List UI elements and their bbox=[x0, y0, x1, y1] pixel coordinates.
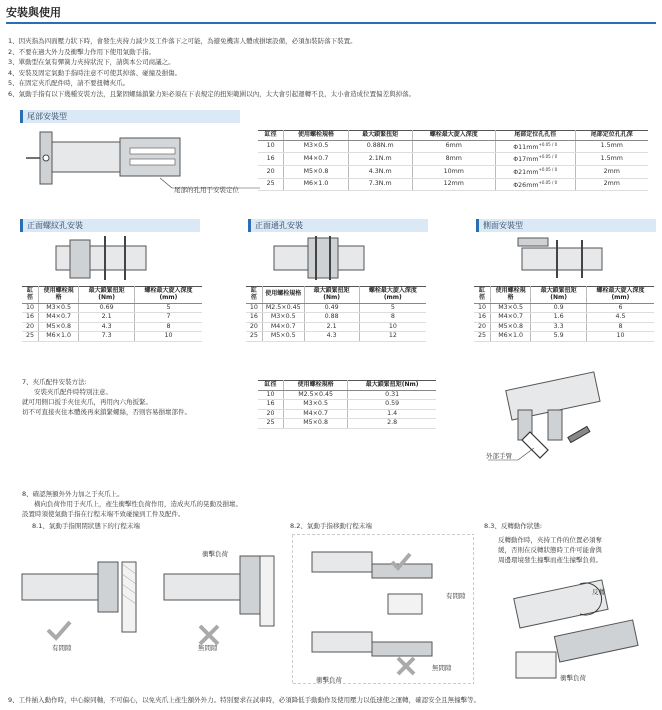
table-header: 尾部定位孔孔徑 bbox=[495, 131, 575, 141]
reverse-label: 反轉 bbox=[592, 588, 605, 596]
table-row: 16 M4×0.7 2.1N.m 8mm $\Phi 17mm^{+0.05 / 0}$ 1.5mm bbox=[258, 153, 648, 166]
tail-mount-callout: 尾部的孔用于安裝定位 bbox=[174, 186, 239, 194]
jaw-install-table bbox=[258, 380, 436, 429]
table-header: 螺栓最大旋入深度 bbox=[412, 131, 495, 141]
note-item: 安裝夾爪配件時特別注意。 bbox=[34, 388, 112, 397]
note-item: 7、夾爪配件安裝方法: bbox=[22, 378, 87, 386]
table-header: 缸徑 bbox=[246, 287, 262, 304]
table-header: 最大鎖緊扭矩(Nm) bbox=[348, 381, 436, 391]
front-thread-table bbox=[22, 286, 202, 342]
impact-label: 衝擊負荷 bbox=[202, 550, 228, 558]
table-row: 10 M3×0.5 0.69 5 bbox=[22, 303, 202, 313]
table-header: 螺栓最大旋入深度(mm) bbox=[359, 287, 426, 304]
table-row: 16 M3×0.5 0.88 8 bbox=[246, 313, 426, 323]
table-header: 使用螺栓規格 bbox=[38, 287, 78, 304]
no-gap-label-2: 無間隙 bbox=[432, 664, 452, 672]
table-header: 最大鎖緊扭矩(Nm) bbox=[531, 287, 587, 304]
note-item: 3、單動型在氣有彈簧力夾持狀況下，請與本公司商議之。 bbox=[8, 58, 175, 67]
table-header: 最大鎖緊扭矩(Nm) bbox=[304, 287, 359, 304]
table-row: 16 M4×0.7 2.1 7 bbox=[22, 313, 202, 323]
no-gap-label: 無間隙 bbox=[198, 644, 218, 652]
note-item: 8、確認無額外外力加之于夾爪上。 bbox=[22, 490, 124, 498]
note9-text: 9、工件插入動作時，中心線同軸，不可偏心，以免夾爪上產生額外外力。特別要求在試車時，必須降低手動動作及使用壓力以低速使之運轉，確認安全且無撞擊等。 bbox=[8, 696, 481, 704]
tail-mount-table bbox=[258, 130, 648, 191]
table-row: 16 M3×0.5 0.59 bbox=[258, 400, 436, 410]
reverse-illustration bbox=[496, 570, 656, 686]
table-row: 10 M2.5×0.45 0.49 5 bbox=[246, 303, 426, 313]
note-item: 6、氣動手指有以下幾種安裝方法，且緊固螺絲鎖緊力矩必須在下表規定的扭矩範圍以內，太大會引起運轉不良，太小會造成位置偏差與掉落。 bbox=[8, 89, 416, 98]
note-item: 周邊環境發生撞擊而產生撞擊負荷。 bbox=[498, 556, 602, 565]
note-item: 2、不要在過大外力及衝擊力作用下使用氣動手指。 bbox=[8, 47, 156, 56]
sub-heading-8-3: 8.3、反轉動作狀態: bbox=[484, 522, 543, 530]
table-header: 螺栓最大旋入深度(mm) bbox=[586, 287, 654, 304]
side-mount-table bbox=[474, 286, 654, 342]
table-header: 使用螺栓規格 bbox=[283, 381, 347, 391]
table-header: 使用螺栓規格 bbox=[284, 131, 348, 141]
note-item: 橫向負荷作用于夾爪上，產生衝擊性負荷作用，造成夾爪的晃動及損壞。 bbox=[34, 500, 242, 509]
table-row: 10 M3×0.5 0.9 6 bbox=[474, 303, 654, 313]
table-header: 最大鎖緊扭矩 bbox=[348, 131, 412, 141]
table-row: 10 M3×0.5 0.88N.m 6mm $\Phi 11mm^{+0.05 / 0}$ 1.5mm bbox=[258, 140, 648, 153]
note-item: 1、因夾指為四面壓力狀下時，會發生夾持力減少及工件落下之可能，為避免機害人體或損壞設備，必須加裝防落下裝置。 bbox=[8, 37, 357, 45]
impact-label-2: 衝擊負荷 bbox=[316, 676, 342, 684]
impact-label-3: 衝擊負荷 bbox=[560, 674, 586, 682]
table-header: 使用螺栓規格 bbox=[490, 287, 530, 304]
note-item: 就可用側口扳手夾住夾爪，再用內六角扳緊。 bbox=[22, 398, 152, 407]
note-item: 設置時須使氣動手指在行程末端不致碰撞到工件及配件。 bbox=[22, 510, 185, 519]
moving-stroke-diagram bbox=[292, 534, 474, 684]
table-header: 缸徑 bbox=[474, 287, 490, 304]
table-header: 缸徑 bbox=[258, 131, 284, 141]
usage-notes bbox=[8, 37, 648, 100]
stroke-end-diagram bbox=[18, 534, 276, 658]
jaw-install-text bbox=[22, 378, 242, 417]
note-item: 反轉動作時，夾持工件的位置必須奪 bbox=[498, 536, 602, 544]
table-row: 20 M5×0.8 3.3 8 bbox=[474, 322, 654, 332]
note-item: 緩，否則在反轉狀態時工件可能會與 bbox=[498, 546, 602, 555]
sub-heading-8-1: 8.1、氣動手指開閉狀態下的行程末端 bbox=[32, 522, 140, 530]
section-side-mount: 側面安裝型 bbox=[476, 219, 656, 232]
note-item: 4、安裝及固定氣動手指時注意不可使其掉落、碰撞及損傷。 bbox=[8, 68, 182, 77]
section-front-through: 正面通孔安裝 bbox=[248, 219, 428, 232]
table-header: 最大鎖緊扭矩(Nm) bbox=[79, 287, 135, 304]
table-header: 缸徑 bbox=[258, 381, 283, 391]
front-through-table bbox=[246, 286, 426, 342]
table-header: 缸徑 bbox=[22, 287, 38, 304]
table-row: 20 M4×0.7 1.4 bbox=[258, 409, 436, 419]
gap-label-2: 有間隙 bbox=[446, 592, 466, 600]
table-row: 25 M6×1.0 7.3N.m 12mm $\Phi 26mm^{+0.05 / 0}$ 2mm bbox=[258, 178, 648, 191]
gap-label: 有間隙 bbox=[52, 644, 72, 652]
reverse-text bbox=[498, 536, 658, 564]
side-mount-illustration bbox=[512, 236, 622, 282]
page-title: 安裝與使用 bbox=[6, 6, 61, 19]
table-row: 25 M5×0.8 2.8 bbox=[258, 419, 436, 429]
table-row: 25 M6×1.0 5.9 10 bbox=[474, 332, 654, 342]
table-row: 20 M5×0.8 4.3 8 bbox=[22, 322, 202, 332]
table-header: 尾部定位孔孔深 bbox=[575, 131, 648, 141]
table-row: 10 M2.5×0.45 0.31 bbox=[258, 390, 436, 400]
front-through-illustration bbox=[268, 236, 378, 282]
note-item: 5、在固定夾爪配件時，請不要扭轉夾爪。 bbox=[8, 79, 130, 88]
table-row: 20 M4×0.7 2.1 10 bbox=[246, 322, 426, 332]
table-header: 螺栓最大旋入深度(mm) bbox=[134, 287, 202, 304]
wrench-label: 外部手臂 bbox=[486, 452, 512, 460]
section-tail-mount: 尾部安裝型 bbox=[20, 110, 240, 123]
note-item: 切不可直接夾住本體後再來鎖緊螺絲，否則容易損壞部件。 bbox=[22, 408, 191, 417]
sub-heading-8-2: 8.2、氣動手指移動行程末端 bbox=[290, 522, 372, 530]
table-row: 25 M6×1.0 7.3 10 bbox=[22, 332, 202, 342]
table-header: 使用螺栓規格 bbox=[262, 287, 304, 304]
title-divider bbox=[6, 22, 656, 24]
section-front-thread: 正面螺紋孔安裝 bbox=[20, 219, 200, 232]
table-row: 20 M5×0.8 4.3N.m 10mm $\Phi 21mm^{+0.05 / 0}$ 2mm bbox=[258, 166, 648, 179]
front-thread-illustration bbox=[50, 236, 160, 282]
table-row: 25 M5×0.5 4.3 12 bbox=[246, 332, 426, 342]
note8-text bbox=[22, 490, 442, 518]
table-row: 16 M4×0.7 1.6 4.5 bbox=[474, 313, 654, 323]
